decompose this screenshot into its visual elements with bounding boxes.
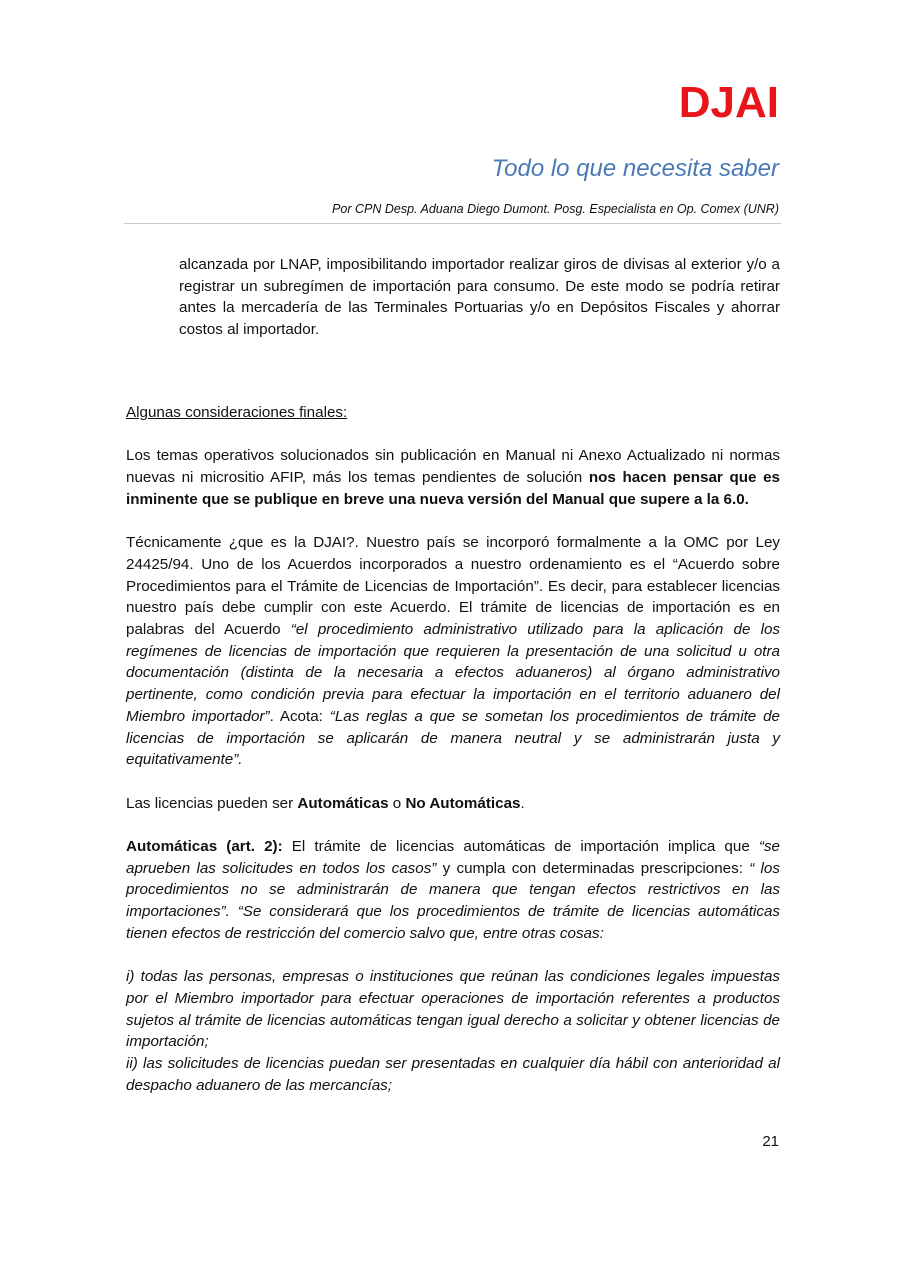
p3-text-a: Las licencias pueden ser [126,794,298,812]
author-byline: Por CPN Desp. Aduana Diego Dumont. Posg. Especialista en Op. Comex (UNR) [332,202,779,216]
indented-paragraph [179,254,780,341]
list-item-ii-text: ii) las solicitudes de licencias puedan ser presentadas en cualquier día hábil con anterioridad al despacho aduanero de las mercancías; [126,1055,780,1094]
list-item-i-text: i) todas las personas, empresas o instituciones que reúnan las condiciones legales impuestas por el Miembro importador para efectuar operaciones de importación referentes a productos sujetos al trámite de licencias automáticas tengan igual derecho a solicitar y obtener licencias de importación; [126,968,780,1051]
document-subtitle: Todo lo que necesita saber [491,155,779,182]
indented-paragraph-text: alcanzada por LNAP, imposibilitando importador realizar giros de divisas al exterior y/o a registrar un subregímen de importación para consumo. De este modo se podría retirar antes la mercadería de las Terminales Portuarias y/o en Depósitos Fiscales y ahorrar costos al importador. [179,256,780,339]
p4-bold-heading: Automáticas (art. 2): [126,838,283,855]
paragraph-operational-topics [126,445,780,510]
p1-bold-text: nos hacen pensar que es inminente que se publique en breve una nueva versión del Manual que supere a la 6.0. [126,469,780,508]
p4-quote-2: “ los procedimientos no se administrarán de manera que tengan efectos restrictivos en las importaciones”. “Se considerará que los procedimientos de trámite de licencias automáticas tienen efectos de restricción del comercio salvo que, entre otras cosas: [126,859,780,942]
p3-bold-automaticas: Automáticas [297,794,389,812]
page-number: 21 [762,1133,779,1150]
paragraph-what-is-djai [126,532,780,771]
p3-bold-no-automaticas: No Automáticas [405,794,521,812]
p2-text: Técnicamente ¿que es la DJAI?. Nuestro país se incorporó formalmente a la OMC por Ley 24425/94. Uno de los Acuerdos incorporados a nuestro ordenamiento es el “Acuerdo sobre Procedimientos para el Trámite de Licencias de Importación”. Es decir, para establecer licencias nuestro país debe cumplir con este Acuerdo. El trámite de licencias de importación es en palabras del Acuerdo [126,534,780,638]
p3-text-c: . [520,794,525,812]
p2-quote-2: “Las reglas a que se sometan los procedimientos de trámite de licencias de importación se aplicarán de manera neutral y se administrarán justa y equitativamente”. [126,707,780,769]
paragraph-license-types [126,793,780,815]
document-title: DJAI [678,78,779,127]
header-divider [124,223,781,224]
p2-mid: . Acota: [269,707,330,725]
paragraph-automaticas [126,836,780,945]
final-considerations-section [126,402,780,1096]
p2-quote-1: “el procedimiento administrativo utilizado para la aplicación de los regímenes de licencias de importación que requieren la presentación de una solicitud u otra documentación (distinta de la necesaria a efectos aduaneros) al órgano administrativo pertinente, como condición previa para efectuar la importación en el territorio aduanero del Miembro importador” [126,621,780,725]
list-item-i [126,966,780,1053]
p3-text-b: o [388,794,406,812]
list-item-ii [126,1053,780,1096]
p4-text-b: y cumpla con determinadas prescripciones: [436,859,750,877]
section-heading: Algunas consideraciones finales: [126,404,348,421]
p4-text-a: El trámite de licencias automáticas de importación implica que [282,838,759,855]
p4-quote-1: “se aprueben las solicitudes en todos los casos” [126,838,781,877]
p1-text: Los temas operativos solucionados sin publicación en Manual ni Anexo Actualizado ni normas nuevas ni micrositio AFIP, más los temas pendientes de solución [126,447,780,487]
